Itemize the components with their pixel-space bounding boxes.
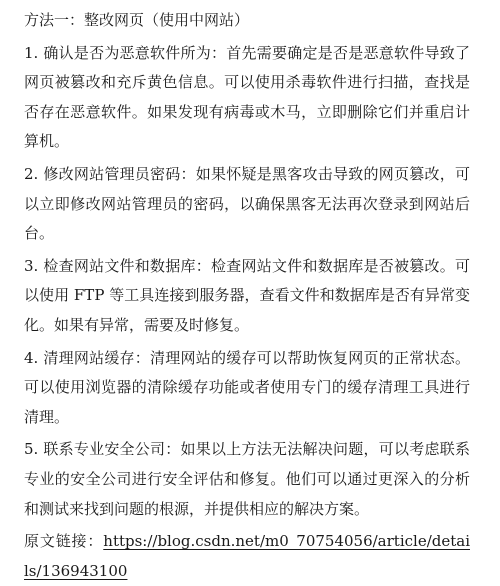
list-item-1: 1. 确认是否为恶意软件所为：首先需要确定是否是恶意软件导致了网页被篡改和充斥黄色信息。可以使用杀毒软件进行扫描，查找是否存在恶意软件。如果发现有病毒或木马，立即删除它们并重启计算机。	[24, 43, 470, 151]
list-item-5: 5. 联系专业安全公司：如果以上方法无法解决问题，可以考虑联系专业的安全公司进行安全评估和修复。他们可以通过更深入的分析和测试来找到问题的根源，并提供相应的解决方案。	[24, 440, 470, 518]
source-link-line	[24, 527, 470, 586]
list-item-3: 3. 检查网站文件和数据库：检查网站文件和数据库是否被篡改。可以使用 FTP 等工具连接到服务器，查看文件和数据库是否有异常变化。如果有异常，需要及时修复。	[24, 256, 470, 334]
source-link[interactable]: https://blog.csdn.net/m0_70754056/article/details/136943100	[24, 532, 470, 580]
source-label: 原文链接：	[24, 532, 104, 551]
document-body	[24, 6, 470, 586]
list-item-4: 4. 清理网站缓存：清理网站的缓存可以帮助恢复网页的正常状态。可以使用浏览器的清除缓存功能或者使用专门的缓存清理工具进行清理。	[24, 348, 470, 426]
list-item-2: 2. 修改网站管理员密码：如果怀疑是黑客攻击导致的网页篡改，可以立即修改网站管理员的密码，以确保黑客无法再次登录到网站后台。	[24, 164, 470, 243]
section-heading: 方法一：整改网页（使用中网站）	[24, 11, 250, 29]
